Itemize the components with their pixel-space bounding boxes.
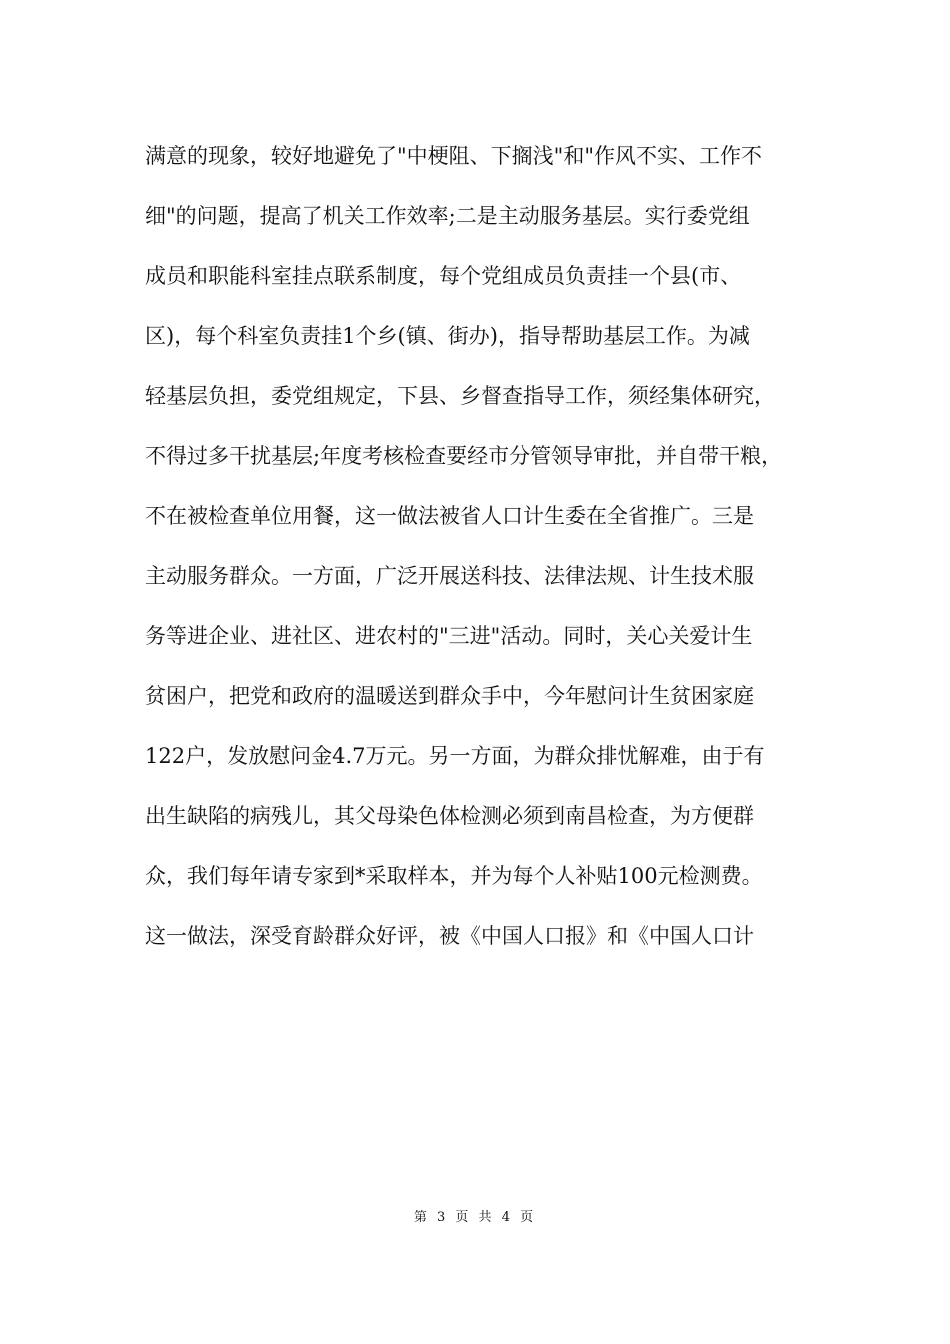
text-line: 务等进企业、进社区、进农村的"三进"活动。同时，关心关爱计生: [145, 624, 753, 648]
page-number-footer: 第 3 页 共 4 页: [413, 1210, 537, 1225]
text-line: 满意的现象，较好地避免了"中梗阻、下搁浅"和"作风不实、工作不: [145, 144, 762, 168]
text-line: 122户，发放慰问金4.7万元。另一方面，为群众排忧解难，由于有: [145, 744, 765, 768]
text-line: 出生缺陷的病残儿，其父母染色体检测必须到南昌检查，为方便群: [145, 804, 754, 828]
text-line: 贫困户，把党和政府的温暖送到群众手中，今年慰问计生贫困家庭: [145, 684, 754, 708]
text-line: 这一做法，深受育龄群众好评，被《中国人口报》和《中国人口计: [145, 924, 754, 948]
text-line: 众，我们每年请专家到*采取样本，并为每个人补贴100元检测费。: [145, 864, 763, 888]
text-line: 区)，每个科室负责挂1个乡(镇、街办)，指导帮助基层工作。为减: [145, 324, 750, 348]
text-line: 细"的问题，提高了机关工作效率;二是主动服务基层。实行委党组: [145, 204, 750, 228]
text-line: 不得过多干扰基层;年度考核检查要经市分管领导审批，并自带干粮，: [145, 444, 783, 468]
text-line: 轻基层负担，委党组规定，下县、乡督查指导工作，须经集体研究，: [145, 384, 775, 408]
text-line: 不在被检查单位用餐，这一做法被省人口计生委在全省推广。三是: [145, 504, 754, 528]
text-line: 主动服务群众。一方面，广泛开展送科技、法律法规、计生技术服: [145, 564, 754, 588]
text-line: 成员和职能科室挂点联系制度，每个党组成员负责挂一个县(市、: [145, 264, 742, 288]
body-text: [145, 136, 835, 976]
